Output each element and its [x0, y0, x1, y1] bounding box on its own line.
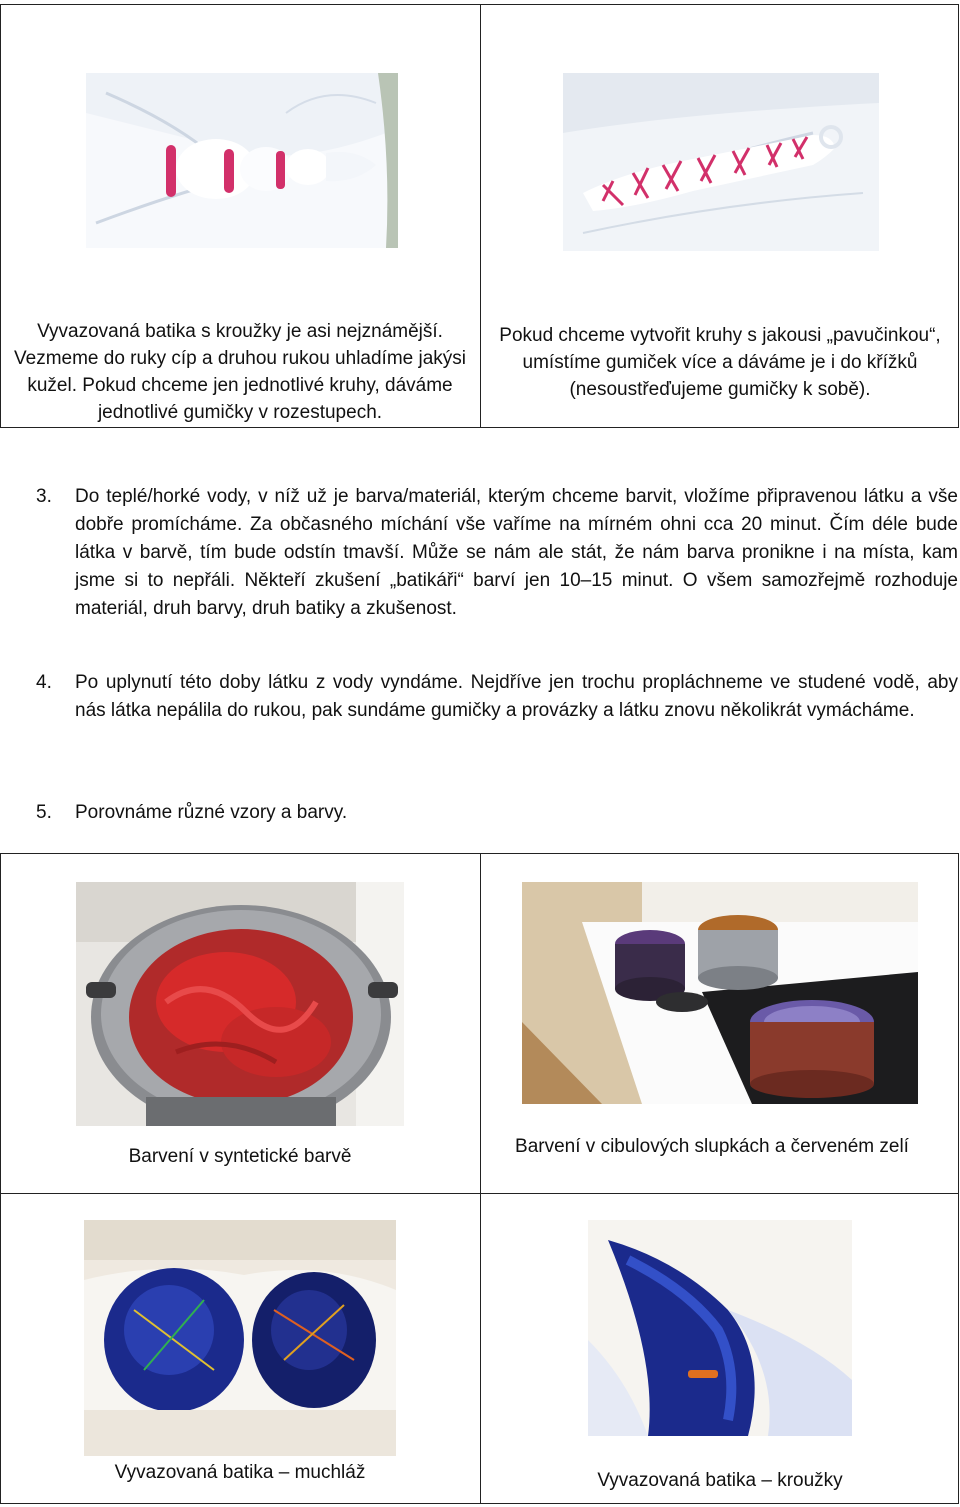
- step-4: [36, 669, 958, 753]
- photo-crumple-batik: [84, 1220, 396, 1456]
- caption-web: Pokud chceme vytvořit kruhy s jakousi „pavučinkou“, umístíme gumiček více a dáváme je i do křížků (nesoustřeďujeme gumičky k sobě).: [499, 325, 941, 400]
- caption-crumple: Vyvazovaná batika – muchláž: [114, 1462, 366, 1483]
- step-number: 5.: [36, 802, 52, 823]
- step-text: Porovnáme různé vzory a barvy.: [75, 802, 348, 823]
- step-5: [36, 799, 958, 827]
- step-text: Po uplynutí této doby látku z vody vyndáme. Nejdříve jen trochu propláchneme ve studené vodě, aby nás látka nepálila do rukou, pak sundáme gumičky a provázky a látku znovu několikrát vymácháme.: [75, 672, 958, 721]
- photo-tied-fabric-web: [563, 73, 879, 251]
- caption-rings: Vyvazovaná batika s kroužky je asi nejznámější. Vezmeme do ruky cíp a druhou rukou uhladíme jakýsi kužel. Pokud chceme jen jednotlivé kruhy, dáváme jednotlivé gumičky v rozestupech.: [14, 321, 467, 423]
- step-number: 3.: [36, 486, 52, 507]
- photo-rings-batik: [588, 1220, 852, 1436]
- step-3: [36, 483, 958, 623]
- step-number: 4.: [36, 672, 52, 693]
- photo-natural-dye-stove: [522, 882, 918, 1104]
- caption-natural: Barvení v cibulových slupkách a červeném zelí: [515, 1136, 909, 1157]
- step-text: Do teplé/horké vody, v níž už je barva/materiál, kterým chceme barvit, vložíme připravenou látku a vše dobře promícháme. Za občasného míchání vše vaříme na mírném ohni cca 20 minut. Čím déle bude látka v barvě, tím bude odstín tmavší. Může se nám ale stát, že nám barva pronikne i na místa, kam jsme si to nepřáli. Někteří zkušení „batikáři“ barví jen 10–15 minut. O všem samozřejmě rozhoduje materiál, druh barvy, druh batiky a zkušenost.: [75, 486, 958, 619]
- caption-synthetic: Barvení v syntetické barvě: [128, 1146, 352, 1167]
- caption-rings-result: Vyvazovaná batika – kroužky: [597, 1470, 843, 1491]
- photo-tied-fabric-rings: [86, 73, 398, 248]
- photo-synthetic-dye-pot: [76, 882, 404, 1126]
